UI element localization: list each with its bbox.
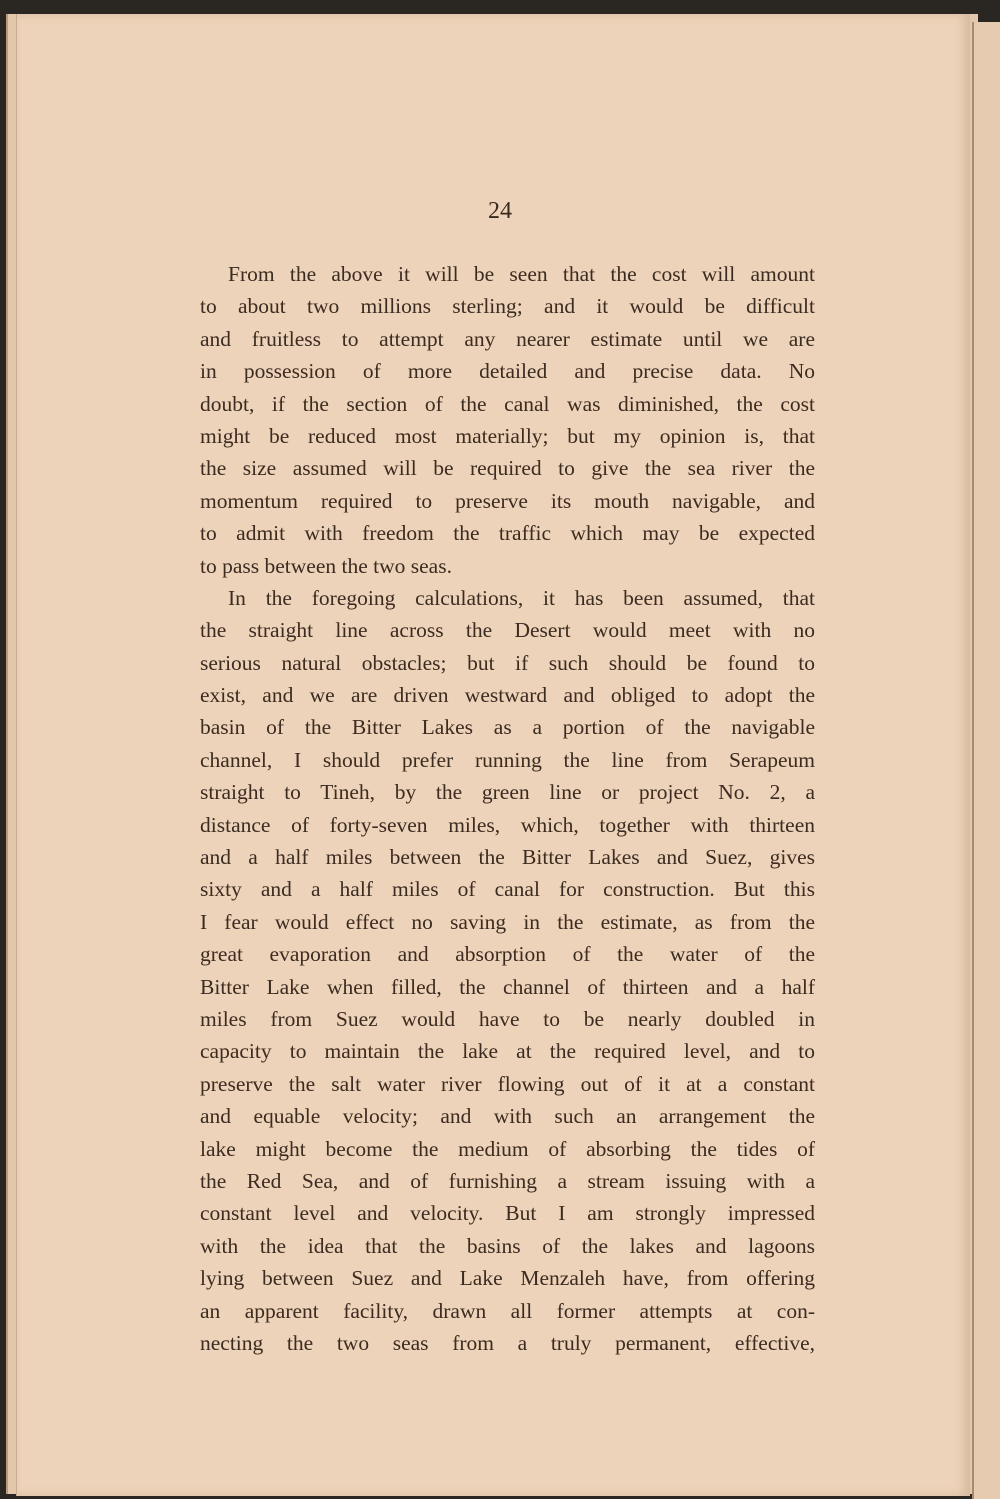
text-line: basin of the Bitter Lakes as a portion of the navigable: [200, 715, 815, 740]
text-line: great evaporation and absorption of the water of the: [200, 942, 815, 967]
text-line: and equable velocity; and with such an arrangement the: [200, 1104, 815, 1129]
text-line: Bitter Lake when filled, the channel of thirteen and a half: [200, 974, 815, 999]
text-line: to pass between the two seas.: [200, 553, 452, 578]
text-line: with the idea that the basins of the lakes and lagoons: [200, 1233, 815, 1258]
text-line: the straight line across the Desert would meet with no: [200, 618, 815, 643]
page-number: 24: [488, 198, 512, 224]
text-line: lake might become the medium of absorbing the tides of: [200, 1136, 815, 1161]
text-line: doubt, if the section of the canal was diminished, the cost: [200, 391, 815, 416]
text-line: capacity to maintain the lake at the required level, and to: [200, 1039, 815, 1064]
text-line: necting the two seas from a truly permanent, effective,: [200, 1330, 815, 1355]
text-line: might be reduced most materially; but my opinion is, that: [200, 423, 815, 448]
text-line: momentum required to preserve its mouth navigable, and: [200, 488, 815, 513]
text-line: constant level and velocity. But I am strongly impressed: [200, 1201, 815, 1226]
text-line: and fruitless to attempt any nearer estimate until we are: [200, 326, 815, 351]
text-line: lying between Suez and Lake Menzaleh have, from offering: [200, 1266, 815, 1291]
text-line: to about two millions sterling; and it would be difficult: [200, 294, 815, 319]
text-line: and a half miles between the Bitter Lakes and Suez, gives: [200, 845, 815, 870]
text-line: the Red Sea, and of furnishing a stream issuing with a: [200, 1168, 815, 1193]
text-line: the size assumed will be required to give the sea river the: [200, 456, 815, 481]
text-line: in possession of more detailed and precise data. No: [200, 359, 815, 384]
text-line: From the above it will be seen that the cost will amount: [228, 262, 815, 286]
body-text: [200, 258, 815, 1359]
text-line: channel, I should prefer running the line from Serapeum: [200, 747, 815, 772]
text-line: I fear would effect no saving in the estimate, as from the: [200, 909, 815, 934]
text-line: exist, and we are driven westward and obliged to adopt the: [200, 683, 815, 708]
text-line: distance of forty-seven miles, which, together with thirteen: [200, 812, 815, 837]
text-line: In the foregoing calculations, it has been assumed, that: [228, 585, 815, 610]
text-line: to admit with freedom the traffic which may be expected: [200, 521, 815, 546]
text-line: straight to Tineh, by the green line or project No. 2, a: [200, 780, 815, 805]
text-line: miles from Suez would have to be nearly doubled in: [200, 1006, 815, 1031]
text-line: serious natural obstacles; but if such should be found to: [200, 650, 815, 675]
facing-page-edge: [972, 22, 1000, 1499]
text-line: an apparent facility, drawn all former attempts at con-: [200, 1298, 815, 1323]
text-line: preserve the salt water river flowing out of it at a constant: [200, 1071, 815, 1096]
text-line: sixty and a half miles of canal for construction. But this: [200, 877, 815, 902]
